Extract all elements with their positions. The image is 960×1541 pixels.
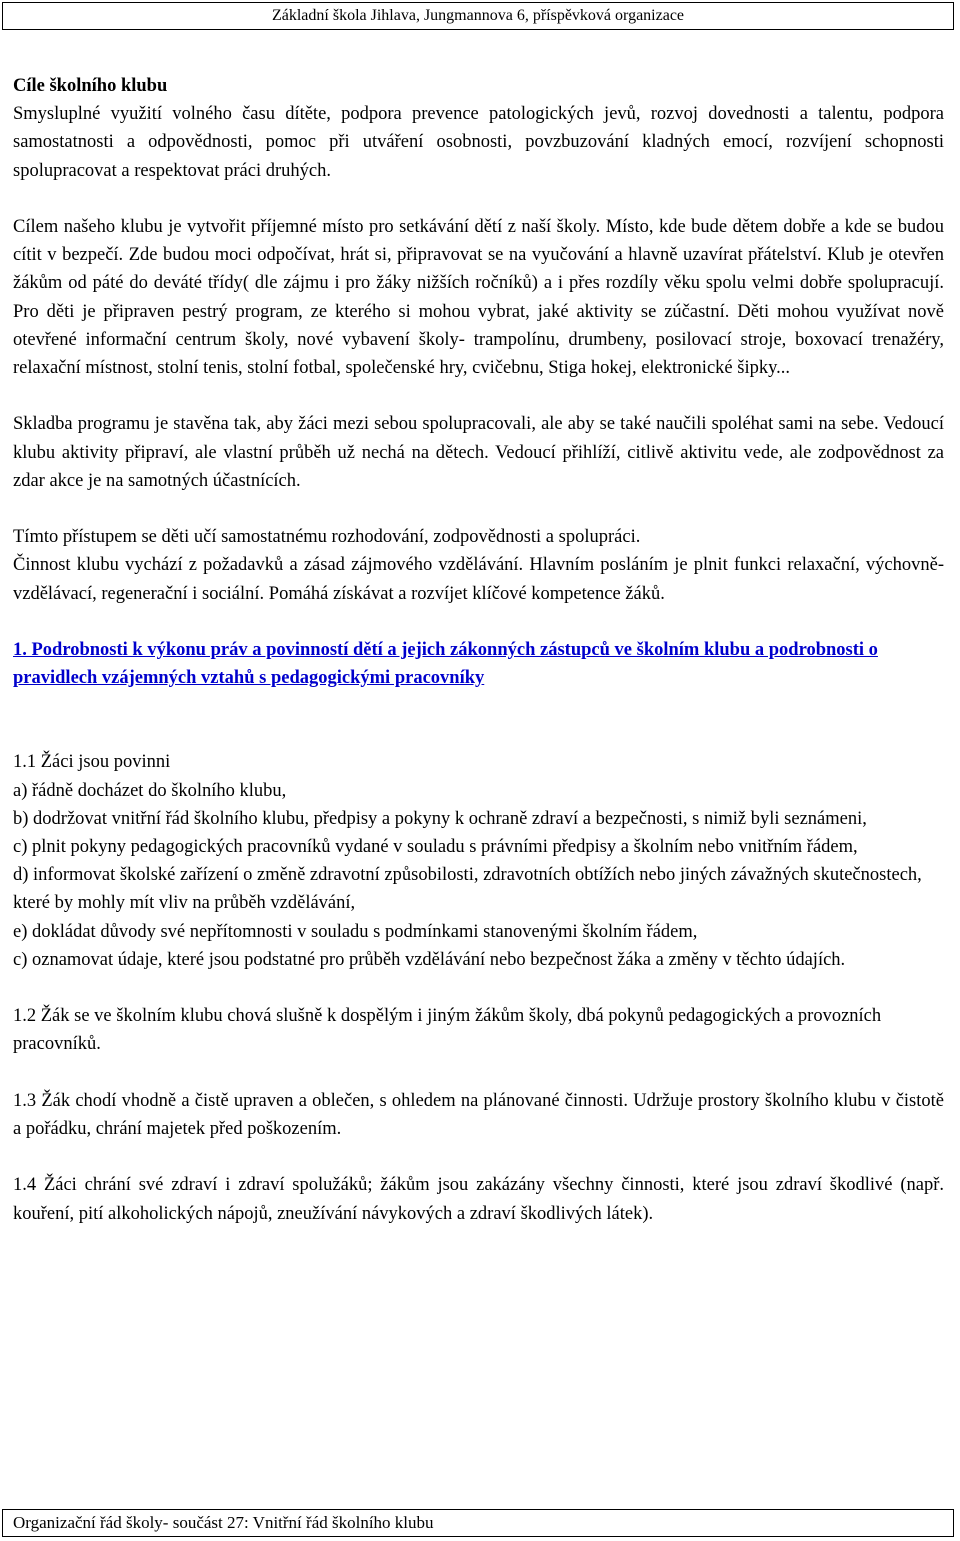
- goals-paragraph-2: Cílem našeho klubu je vytvořit příjemné místo pro setkávání dětí z naší školy. Místo, kde bude dětem dobře a kde se budou cítit v bezpečí. Zde budou moci odpočívat, hrát si, připravovat se na vyučování a hlavně uzavírat přátelství. Klub je otevřen žákům od páté do deváté třídy( dle zájmu i pro žáky nižších ročníků) a i přes rozdíly věku spolu velmi dobře spolupracují. Pro děti je připraven pestrý program, ze kterého si mohou vybrat, jaké aktivity se zúčastní. Děti mohou využívat nově otevřené informační centrum školy, nové vybavení školy- trampolínu, drumbeny, posilovací stroje, boxovací trenažéry, relaxační místnost, stolní tenis, stolní fotbal, společenské hry, cvičebnu, Stiga hokej, elektronické šipky...: [13, 217, 944, 379]
- subsection-1-1: 1.1 Žáci jsou povinni: [13, 752, 171, 773]
- goals-paragraph-3: Skladba programu je stavěna tak, aby žáci mezi sebou spolupracovali, ale aby se také naučili spoléhat sami na sebe. Vedoucí klubu aktivity připraví, ale vlastní průběh už nechá na dětech. Vedoucí přihlíží, citlivě aktivitu vede, ale zodpovědnost za zdar akce je na samotných účastnících.: [13, 414, 944, 491]
- page-footer: [2, 1509, 954, 1537]
- list-item: c) oznamovat údaje, které jsou podstatné pro průběh vzdělávání nebo bezpečnost žáka a změny v těchto údajích.: [13, 949, 846, 970]
- list-item: d) informovat školské zařízení o změně zdravotní způsobilosti, zdravotních obtížích nebo jiných závažných skutečnostech, které by mohly mít vliv na průběh vzdělávání,: [13, 865, 922, 914]
- goals-paragraph-4a: Tímto přístupem se děti učí samostatnému rozhodování, zodpovědnosti a spolupráci.: [13, 527, 641, 548]
- header-text: Základní škola Jihlava, Jungmannova 6, příspěvková organizace: [271, 7, 685, 24]
- list-item: a) řádně docházet do školního klubu,: [13, 780, 287, 801]
- subsection-1-3: 1.3 Žák chodí vhodně a čistě upraven a oblečen, s ohledem na plánované činnosti. Udržuje prostory školního klubu v čistotě a pořádku, chrání majetek před poškozením.: [13, 1090, 944, 1140]
- list-item: e) dokládat důvody své nepřítomnosti v souladu s podmínkami stanovenými školním řádem,: [13, 921, 698, 942]
- goals-paragraph-4b: Činnost klubu vychází z požadavků a zásad zájmového vzdělávání. Hlavním posláním je plnit funkci relaxační, výchovně-vzdělávací, regenerační i sociální. Pomáhá získávat a rozvíjet klíčové kompetence žáků.: [13, 555, 944, 604]
- subsection-1-2: 1.2 Žák se ve školním klubu chová slušně k dospělým i jiným žákům školy, dbá pokynů pedagogických a provozních pracovníků.: [13, 1006, 882, 1055]
- subsection-1-4: 1.4 Žáci chrání své zdraví i zdraví spolužáků; žákům jsou zakázány všechny činnosti, které jsou zdraví škodlivé (např. kouření, pití alkoholických nápojů, zneužívání návykových a zdraví škodlivých látek).: [13, 1175, 944, 1224]
- goals-title: Cíle školního klubu: [13, 76, 168, 96]
- goals-paragraph-1: Smysluplné využití volného času dítěte, podpora prevence patologických jevů, rozvoj dovednosti a talentu, podpora samostatnosti a odpovědnosti, pomoc při utváření osobnosti, povzbuzování kladných emocí, rozvíjení schopnosti spolupracovat a respektovat práci druhých.: [13, 104, 944, 181]
- footer-text: Organizační řád školy- součást 27: Vnitřní řád školního klubu: [13, 1513, 434, 1532]
- list-item: b) dodržovat vnitřní řád školního klubu, předpisy a pokyny k ochraně zdraví a bezpečnosti, s nimiž byli seznámeni,: [13, 808, 867, 829]
- list-item: c) plnit pokyny pedagogických pracovníků vydané v souladu s právními předpisy a školním nebo vnitřním řádem,: [13, 837, 858, 858]
- page-header: [2, 2, 954, 30]
- document-body: [13, 72, 944, 1228]
- section-heading-rights: 1. Podrobnosti k výkonu práv a povinností dětí a jejich zákonných zástupců ve školním klubu a podrobnosti o pravidlech vzájemných vztahů s pedagogickými pracovníky: [13, 640, 878, 689]
